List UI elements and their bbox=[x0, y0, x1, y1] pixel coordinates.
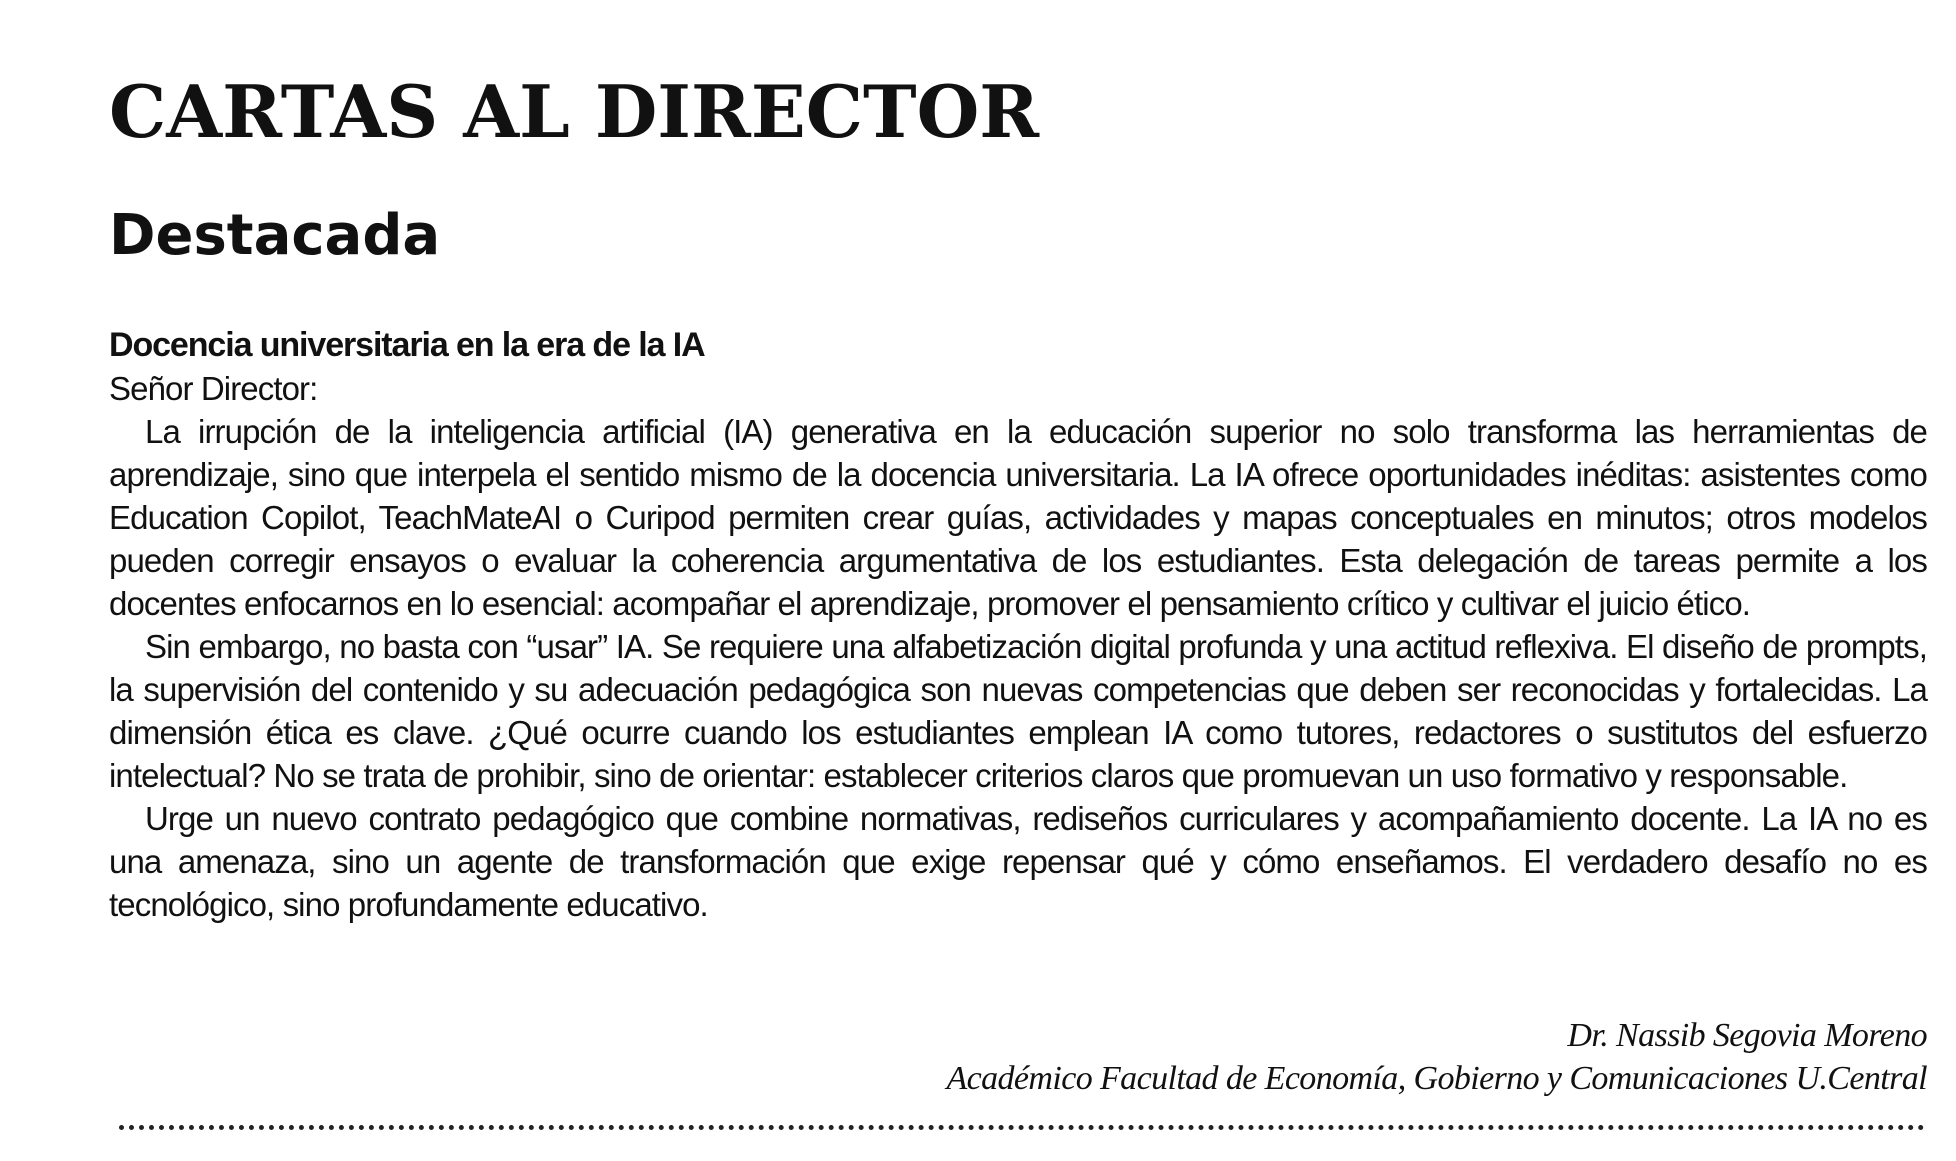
dotted-divider bbox=[119, 1125, 1925, 1130]
author-affiliation: Académico Facultad de Economía, Gobierno y Comunicaciones U.Central bbox=[946, 1060, 1927, 1097]
subsection-title: Destacada bbox=[109, 203, 441, 268]
section-title: CARTAS AL DIRECTOR bbox=[109, 69, 1040, 154]
letter-article bbox=[109, 324, 1927, 926]
letter-paragraph-2: Sin embargo, no basta con “usar” IA. Se requiere una alfabetización digital profunda y una actitud reflexiva. El diseño de prompts, la supervisión del contenido y su adecuación pedagógica son nuevas competencias que deben ser reconocidas y fortalecidas. La dimensión ética es clave. ¿Qué ocurre cuando los estudiantes emplean IA como tutores, redactores o sustitutos del esfuerzo intelectual? No se trata de prohibir, sino de orientar: establecer criterios claros que promuevan un uso formativo y responsable. bbox=[109, 628, 1927, 794]
letter-paragraph-1: La irrupción de la inteligencia artificial (IA) generativa en la educación superior no solo transforma las herramientas de aprendizaje, sino que interpela el sentido mismo de la docencia universitaria. La IA ofrece oportunidades inéditas: asistentes como Education Copilot, TeachMateAI o Curipod permiten crear guías, actividades y mapas conceptuales en minutos; otros modelos pueden corregir ensayos o evaluar la coherencia argumentativa de los estudiantes. Esta delegación de tareas permite a los docentes enfocarnos en lo esencial: acompañar el aprendizaje, promover el pensamiento crítico y cultivar el juicio ético. bbox=[109, 413, 1927, 622]
author-name: Dr. Nassib Segovia Moreno bbox=[1567, 1017, 1927, 1054]
letters-page bbox=[109, 0, 1927, 1161]
letter-signature bbox=[946, 1014, 1927, 1100]
letter-title: Docencia universitaria en la era de la IA bbox=[109, 326, 705, 364]
letter-salutation: Señor Director: bbox=[109, 370, 318, 407]
letter-paragraph-3: Urge un nuevo contrato pedagógico que combine normativas, rediseños curriculares y acompañamiento docente. La IA no es una amenaza, sino un agente de transformación que exige repensar qué y cómo enseñamos. El verdadero desafío no es tecnológico, sino profundamente educativo. bbox=[109, 800, 1927, 923]
